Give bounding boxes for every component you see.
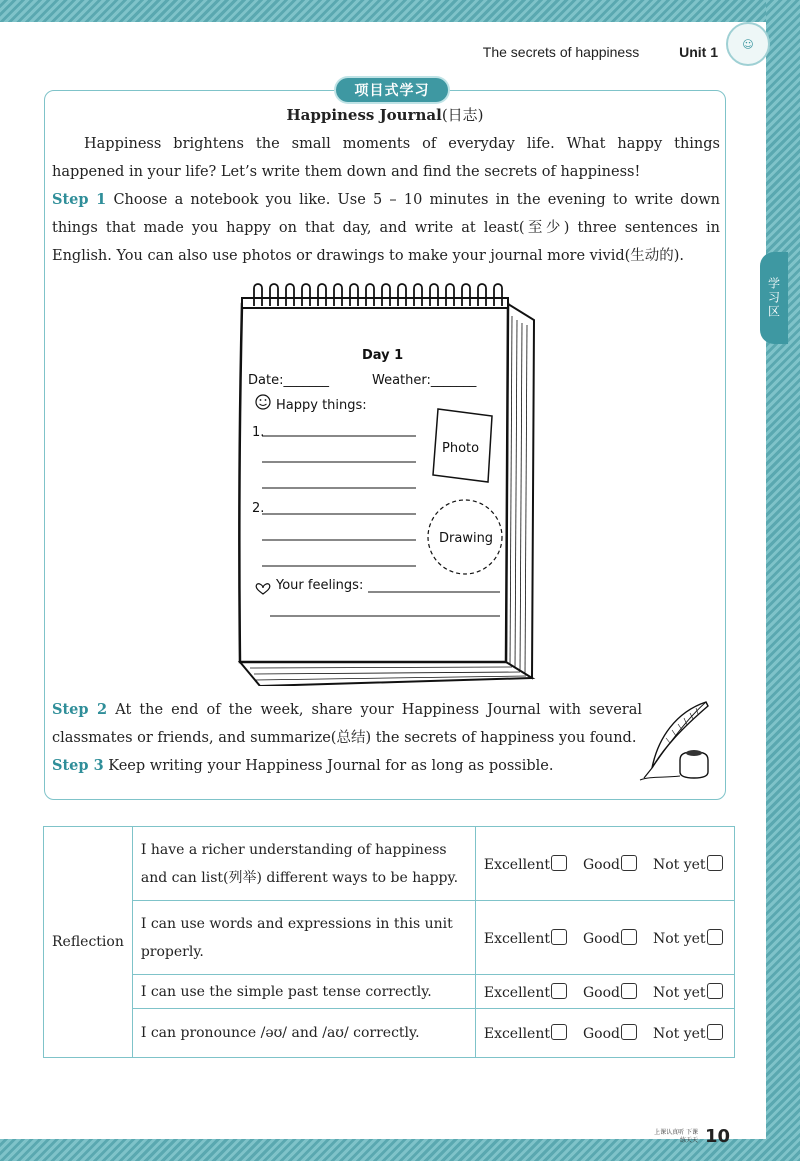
checkbox-not-yet[interactable] (707, 929, 723, 945)
step2-text: At the end of the week, share your Happiness Journal with several classmates or friends, and summarize(总结) the secrets of happiness you found. (52, 702, 643, 746)
checkbox-excellent[interactable] (551, 855, 567, 871)
right-decorative-stripe (766, 0, 800, 1161)
unit-label: Unit 1 (679, 44, 718, 60)
step3-label: Step 3 (52, 757, 104, 774)
notebook-feelings: Your feelings: (276, 578, 364, 593)
checkbox-good[interactable] (621, 929, 637, 945)
reflection-item-2: I can use words and expressions in this unit properly. (132, 901, 475, 975)
step3-text: Keep writing your Happiness Journal for as long as possible. (103, 758, 554, 774)
notebook-item-1: 1. (252, 425, 265, 440)
reflection-item-4: I can pronounce /əʊ/ and /aʊ/ correctly. (132, 1009, 475, 1058)
step1-paragraph (52, 186, 720, 270)
reflection-item-3: I can use the simple past tense correctly. (132, 975, 475, 1009)
rating-group-4 (475, 1009, 734, 1058)
rating-option[interactable]: Good (583, 985, 637, 1001)
side-section-tab: 学习区 (760, 252, 788, 344)
journal-title (0, 104, 770, 125)
running-header (483, 44, 718, 60)
notebook-weather: Weather:_______ (372, 373, 477, 388)
step2-label: Step 2 (52, 701, 108, 718)
notebook-happy-things: Happy things: (276, 398, 367, 413)
checkbox-excellent[interactable] (551, 929, 567, 945)
notebook-date: Date:_______ (248, 373, 329, 388)
table-row (44, 827, 735, 901)
reflection-heading: Reflection (44, 827, 133, 1058)
journal-title-note: (日志) (441, 106, 484, 124)
rating-option[interactable]: Not yet (653, 857, 723, 873)
checkbox-excellent[interactable] (551, 983, 567, 999)
notebook-photo-label: Photo (442, 441, 480, 456)
quill-ink-icon (636, 698, 720, 782)
table-row (44, 975, 735, 1009)
step1-label: Step 1 (52, 191, 107, 208)
step1-text: Choose a notebook you like. Use 5 – 10 minutes in the evening to write down things that made you happy on that day, and write at least(至少) three sentences in English. You can also use photos or drawings to make your journal more vivid(生动的). (52, 192, 720, 264)
notebook-drawing-label: Drawing (439, 531, 494, 546)
reflection-table (43, 826, 735, 1058)
rating-option[interactable]: Excellent (484, 1026, 567, 1042)
checkbox-excellent[interactable] (551, 1024, 567, 1040)
step2-paragraph (52, 696, 642, 752)
rating-group-2 (475, 901, 734, 975)
checkbox-good[interactable] (621, 855, 637, 871)
checkbox-good[interactable] (621, 983, 637, 999)
reflection-item-1: I have a richer understanding of happiness and can list(列举) different ways to be happy. (132, 827, 475, 901)
rating-option[interactable]: Good (583, 931, 637, 947)
rating-option[interactable]: Not yet (653, 1026, 723, 1042)
rating-group-1 (475, 827, 734, 901)
rating-option[interactable]: Excellent (484, 931, 567, 947)
table-row (44, 901, 735, 975)
rating-group-3 (475, 975, 734, 1009)
rating-option[interactable]: Not yet (653, 931, 723, 947)
footer-caption: 上课认真听 下课练天天 (654, 1129, 698, 1144)
notebook-item-2: 2. (252, 501, 265, 516)
checkbox-not-yet[interactable] (707, 855, 723, 871)
checkbox-not-yet[interactable] (707, 1024, 723, 1040)
mascot-logo-icon: ☺ (726, 22, 770, 66)
journal-notebook-illustration (236, 276, 536, 686)
table-row (44, 1009, 735, 1058)
top-decorative-stripe (0, 0, 800, 22)
rating-option[interactable]: Not yet (653, 985, 723, 1001)
rating-option[interactable]: Good (583, 857, 637, 873)
project-learning-badge: 项目式学习 (336, 78, 448, 102)
step3-paragraph (52, 752, 642, 780)
checkbox-not-yet[interactable] (707, 983, 723, 999)
rating-option[interactable]: Good (583, 1026, 637, 1042)
section-title: The secrets of happiness (482, 44, 640, 60)
intro-paragraph: Happiness brightens the small moments of everyday life. What happy things happened in your life? Let’s write them down and find the secrets of happiness! (52, 136, 720, 180)
notebook-day: Day 1 (362, 348, 404, 363)
checkbox-good[interactable] (621, 1024, 637, 1040)
rating-option[interactable]: Excellent (484, 985, 567, 1001)
journal-title-text: Happiness Journal (286, 106, 442, 124)
page-number: 10 (704, 1126, 730, 1147)
rating-option[interactable]: Excellent (484, 857, 567, 873)
